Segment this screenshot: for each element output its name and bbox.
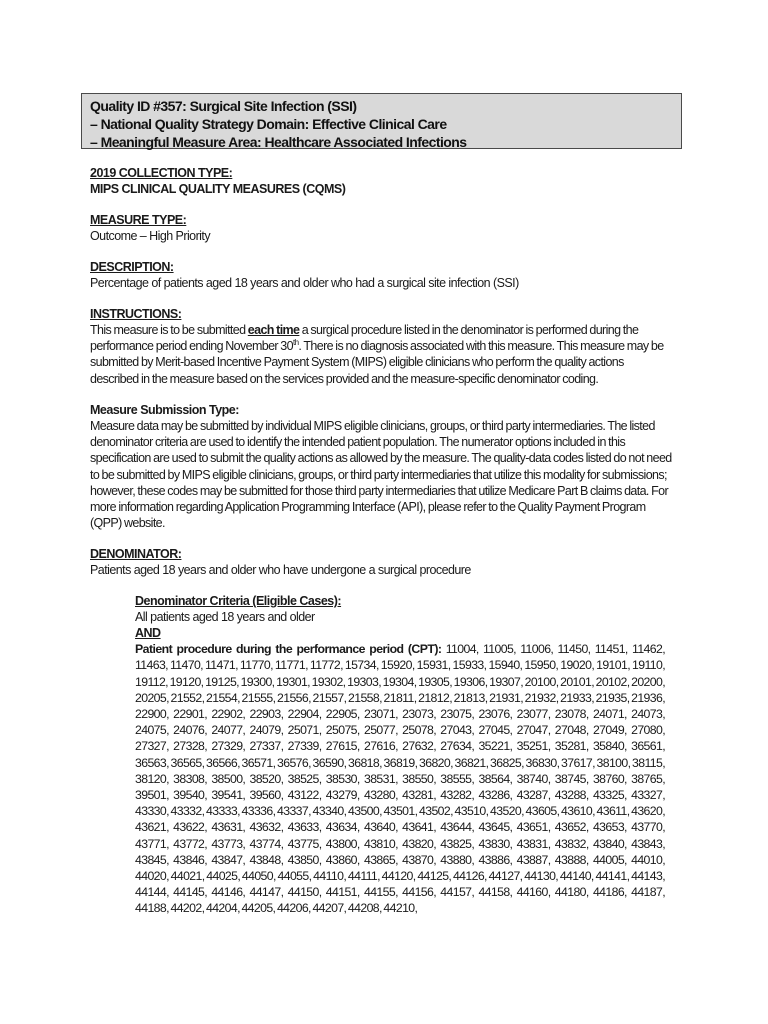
description-text: Percentage of patients aged 18 years and older who had a surgical site infection (SSI): [90, 276, 519, 290]
denominator-text: Patients aged 18 years and older who have undergone a surgical procedure: [90, 563, 471, 577]
description-heading: DESCRIPTION:: [90, 260, 174, 274]
collection-type-section: [90, 165, 690, 197]
and-label: AND: [135, 626, 161, 641]
measure-type-value: Outcome – High Priority: [90, 229, 211, 243]
instructions-text-part2: a surgical procedure listed in the denominator is performed during the performance period ending November 30: [90, 323, 639, 354]
quality-domain: – National Quality Strategy Domain: Effective Clinical Care: [90, 116, 447, 132]
cpt-code-list: [135, 641, 665, 916]
description-section: [90, 259, 690, 291]
submission-type-heading: Measure Submission Type:: [90, 403, 239, 417]
measure-title: Quality ID #357: Surgical Site Infection (SSI): [90, 98, 357, 114]
denominator-section: [90, 546, 690, 578]
instructions-text-part3: . There is no diagnosis associated with this measure. This measure may be submitted by Merit-based Incentive Payment System (MIPS) eligible clinicians who perform the quality actions described in the measure based on the services provided and the measure-specific denominator coding.: [90, 339, 664, 386]
eligible-age-text: All patients aged 18 years and older: [135, 610, 315, 624]
instructions-heading: INSTRUCTIONS:: [90, 307, 182, 321]
denominator-heading: DENOMINATOR:: [90, 547, 182, 561]
procedure-label: Patient procedure during the performance period (CPT):: [135, 642, 442, 657]
instructions-text-part1: This measure is to be submitted: [90, 323, 248, 337]
measure-title-box: [81, 93, 682, 149]
cpt-codes: 11004, 11005, 11006, 11450, 11451, 11462, 11463, 11470, 11471, 11770, 11771, 11772, 15734, 15920, 15931, 15933, 15940, 15950, 19020, 19101, 19110, 19112, 19120, 19125, 19300, 19301, 19302, 19303, 19304, 19305, 19306, 19307, 20100, 20101, 20102, 20200, 20205, 21552, 21554, 21555, 21556, 21557, 21558, 21811, 21812, 21813, 21931, 21932, 21933, 21935, 21936, 22900, 22901, 22902, 22903, 22904, 22905, 23071, 23073, 23075, 23076, 23077, 23078, 24071, 24073, 24075, 24076, 24077, 24079, 25071, 25075, 25077, 25078, 27043, 27045, 27047, 27048, 27049, 27080, 27327, 27328, 27329, 27337, 27339, 27615, 27616, 27632, 27634, 35221, 35251, 35281, 35840, 36561, 36563, 36565, 36566, 36571, 36576, 36590, 36818, 36819, 36820, 36821, 36825, 36830, 37617, 38100, 38115, 38120, 38308, 38500, 38520, 38525, 38530, 38531, 38550, 38555, 38564, 38740, 38745, 38760, 38765, 39501, 39540, 39541, 39560, 43122, 43279, 43280, 43281, 43282, 43286, 43287, 43288, 43325, 43327, 43330, 43332, 43333, 43336, 43337, 43340, 43500, 43501, 43502, 43510, 43520, 43605, 43610, 43611, 43620, 43621, 43622, 43631, 43632, 43633, 43634, 43640, 43641, 43644, 43645, 43651, 43652, 43653, 43770, 43771, 43772, 43773, 43774, 43775, 43800, 43810, 43820, 43825, 43830, 43831, 43832, 43840, 43843, 43845, 43846, 43847, 43848, 43850, 43860, 43865, 43870, 43880, 43886, 43887, 43888, 44005, 44010, 44020, 44021, 44025, 44050, 44055, 44110, 44111, 44120, 44125, 44126, 44127, 44130, 44140, 44141, 44143, 44144, 44145, 44146, 44147, 44150, 44151, 44155, 44156, 44157, 44158, 44160, 44180, 44186, 44187, 44188, 44202, 44204, 44205, 44206, 44207, 44208, 44210,: [135, 642, 665, 916]
denominator-criteria-heading: Denominator Criteria (Eligible Cases):: [135, 594, 342, 608]
measure-type-section: [90, 212, 690, 244]
submission-type-section: [90, 402, 674, 531]
instructions-section: [90, 306, 674, 387]
measure-area: – Meaningful Measure Area: Healthcare Associated Infections: [90, 134, 467, 150]
collection-type-value: MIPS CLINICAL QUALITY MEASURES (CQMS): [90, 182, 346, 196]
instructions-superscript: th: [292, 338, 299, 348]
submission-type-text: Measure data may be submitted by individual MIPS eligible clinicians, groups, or third party intermediaries. The listed denominator criteria are used to identify the intended patient population. The numerator options included in this specification are used to submit the quality actions as allowed by the measure. The quality-data codes listed do not need to be submitted by MIPS eligible clinicians, groups, or third party intermediaries that utilize this modality for submissions; however, these codes may be submitted for those third party intermediaries that utilize Medicare Part B claims data. For more information regarding Application Programming Interface (API), please refer to the Quality Payment Program (QPP) website.: [90, 419, 672, 531]
instructions-text: [90, 322, 674, 387]
measure-type-heading: MEASURE TYPE:: [90, 213, 187, 227]
denominator-criteria-section: [135, 593, 665, 917]
collection-type-heading: 2019 COLLECTION TYPE:: [90, 166, 233, 180]
instructions-emphasis: each time: [247, 323, 300, 337]
